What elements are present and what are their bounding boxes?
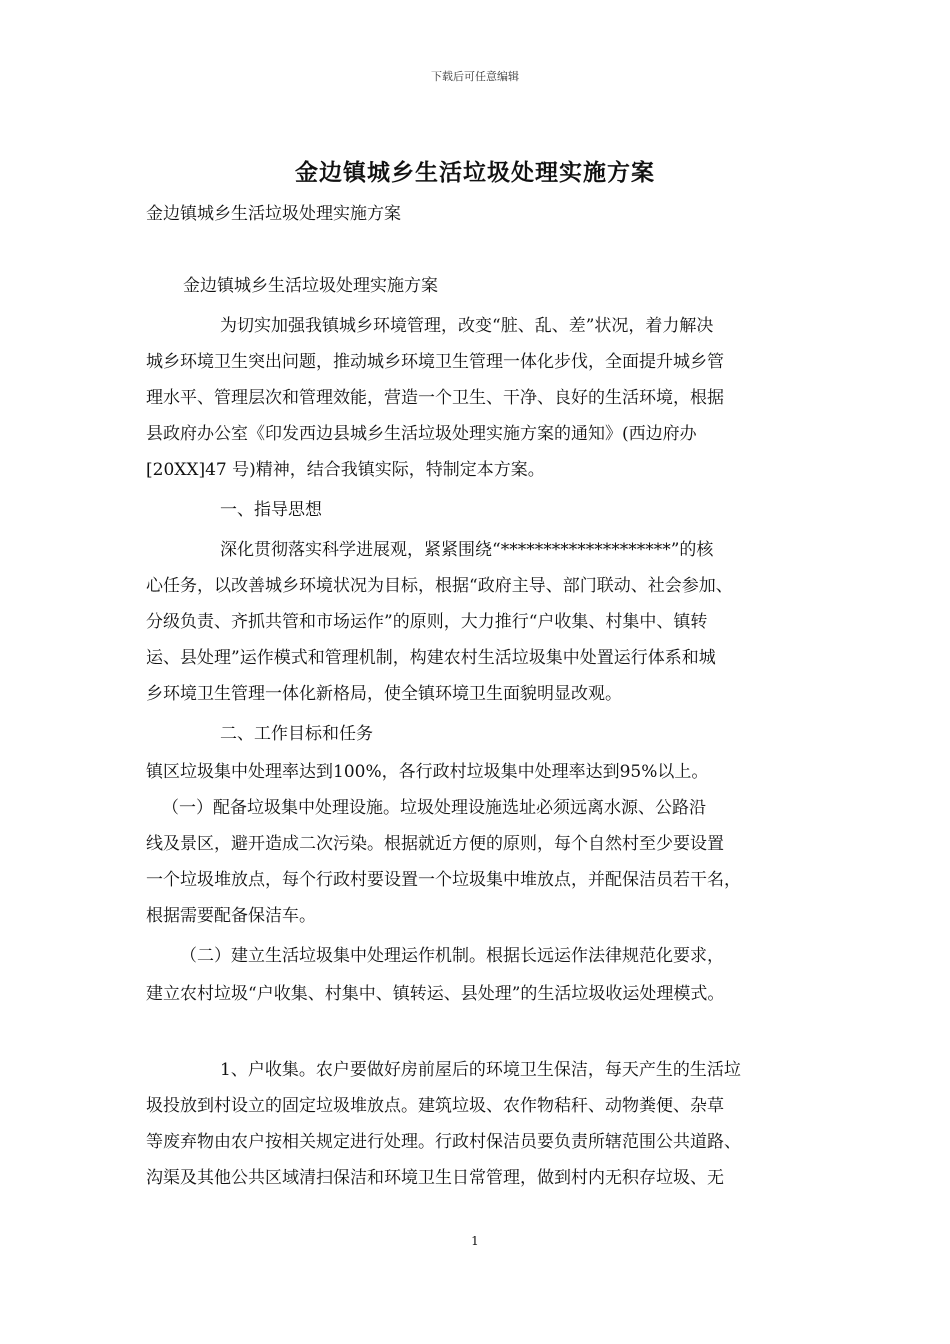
paragraph-line: 建立农村垃圾“户收集、村集中、镇转运、县处理”的生活垃圾收运处理模式。 (146, 984, 725, 1004)
paragraph-line: 深化贯彻落实科学进展观，紧紧围绕“********************”的核 (220, 540, 714, 560)
section-heading-line: 金边镇城乡生活垃圾处理实施方案 (183, 276, 438, 296)
page-number: 1 (471, 1234, 479, 1248)
paragraph-line: 根据需要配备保洁车。 (146, 906, 316, 926)
paragraph-line: 一个垃圾堆放点，每个行政村要设置一个垃圾集中堆放点，并配保洁员若干名， (146, 870, 741, 890)
paragraph-line: 乡环境卫生管理一体化新格局，使全镇环境卫生面貌明显改观。 (146, 684, 622, 704)
subtitle-line: 金边镇城乡生活垃圾处理实施方案 (146, 204, 401, 224)
paragraph-line: 心任务，以改善城乡环境状况为目标，根据“政府主导、部门联动、社会参加、 (146, 576, 733, 596)
paragraph-line: 等废弃物由农户按相关规定进行处理。行政村保洁员要负责所辖范围公共道路、 (146, 1132, 741, 1152)
paragraph-line: 县政府办公室《印发西边县城乡生活垃圾处理实施方案的通知》(西边府办 (146, 424, 697, 444)
paragraph-line: [20XX]47 号)精神，结合我镇实际，特制定本方案。 (146, 460, 545, 480)
paragraph-line: 城乡环境卫生突出问题，推动城乡环境卫生管理一体化步伐，全面提升城乡管 (146, 352, 724, 372)
paragraph-line: 线及景区，避开造成二次污染。根据就近方便的原则，每个自然村至少要设置 (146, 834, 724, 854)
paragraph-line: 分级负责、齐抓共管和市场运作”的原则，大力推行“户收集、村集中、镇转 (146, 612, 708, 632)
paragraph-line: 运、县处理”运作模式和管理机制，构建农村生活垃圾集中处置运行体系和城 (146, 648, 716, 668)
section-heading: 一、指导思想 (220, 500, 322, 520)
paragraph-line: 为切实加强我镇城乡环境管理，改变“脏、乱、差”状况，着力解决 (220, 316, 714, 336)
paragraph-line: 镇区垃圾集中处理率达到100%，各行政村垃圾集中处理率达到95%以上。 (146, 762, 709, 782)
paragraph-line: 圾投放到村设立的固定垃圾堆放点。建筑垃圾、农作物秸秆、动物粪便、杂草 (146, 1096, 724, 1116)
section-heading: 二、工作目标和任务 (220, 724, 373, 744)
paragraph-line: （一）配备垃圾集中处理设施。垃圾处理设施选址必须远离水源、公路沿 (162, 798, 706, 818)
paragraph-line: 1、户收集。农户要做好房前屋后的环境卫生保洁，每天产生的生活垃 (220, 1060, 741, 1080)
paragraph-line: 理水平、管理层次和管理效能，营造一个卫生、干净、良好的生活环境，根据 (146, 388, 724, 408)
document-title: 金边镇城乡生活垃圾处理实施方案 (295, 159, 655, 186)
header-note: 下载后可任意编辑 (431, 70, 519, 83)
paragraph-line: 沟渠及其他公共区域清扫保洁和环境卫生日常管理，做到村内无积存垃圾、无 (146, 1168, 724, 1188)
paragraph-line: （二）建立生活垃圾集中处理运作机制。根据长远运作法律规范化要求， (180, 946, 724, 966)
